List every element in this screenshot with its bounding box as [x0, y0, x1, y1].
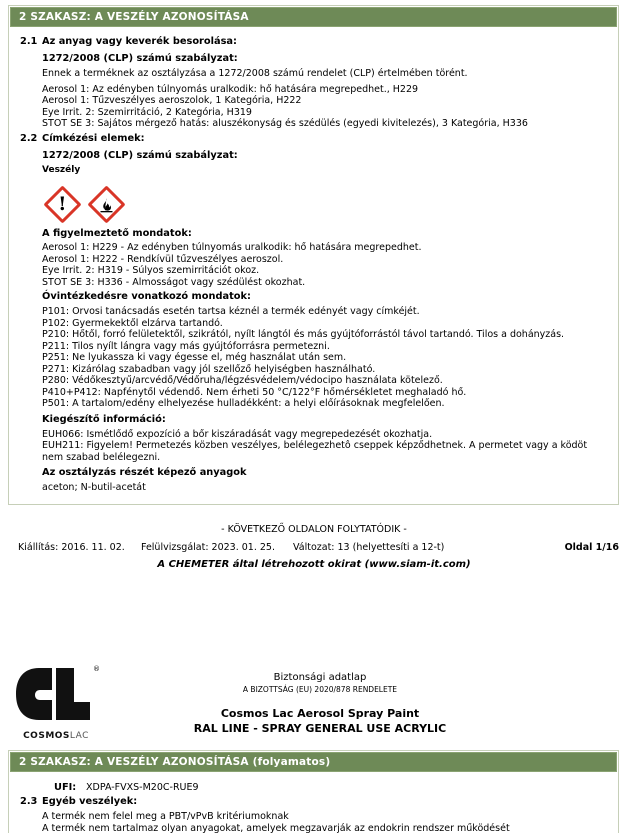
signal-word: Veszély [42, 165, 604, 177]
ufi-row [54, 782, 618, 793]
section-2-1 [20, 36, 618, 47]
clp-regulation-subtitle: 1272/2008 (CLP) számú szabályzat: [42, 150, 604, 161]
section2-header-bar: 2 SZAKASZ: A VESZÉLY AZONOSÍTÁSA [10, 7, 617, 27]
section-2-2 [20, 133, 618, 144]
euh-statement: EUH211: Figyelem! Permetezés közben veszélyes, belélegezhetô cseppek képződhetnek. A permetet vagy a ködöt nem szabad belélegezni. [42, 440, 604, 463]
precaution-statements-title: Óvintézkedésre vonatkozó mondatok: [42, 291, 604, 302]
registered-mark: ® [93, 665, 100, 673]
section-title: Az anyag vagy keverék besorolása: [42, 36, 237, 47]
section-title: Egyéb veszélyek: [42, 796, 137, 807]
section2-continued-header-bar: 2 SZAKASZ: A VESZÉLY AZONOSÍTÁSA (folyamatos) [10, 752, 617, 772]
ghs02-flame-pictogram [87, 185, 125, 223]
page-number: Oldal 1/16 [565, 542, 619, 553]
hazard-statement: Eye Irrit. 2: H319 - Súlyos szemirritációt okoz. [42, 265, 604, 277]
other-hazard-line: A termék nem tartalmaz olyan anyagokat, amelyek megzavarják az endokrin rendszer működését [42, 823, 604, 834]
section-number: 2.1 [20, 36, 42, 47]
classification-line: Eye Irrit. 2: Szemirritáció, 2 Kategória, H319 [42, 107, 604, 119]
chemeter-credit: A CHEMETER által létrehozott okirat (www.siam-it.com) [0, 559, 628, 570]
cosmoslac-logo [10, 668, 102, 741]
hazard-statement: STOT SE 3: H336 - Almosságot vagy szédülést okozhat. [42, 277, 604, 289]
continues-next-page-note: - KÖVETKEZŐ OLDALON FOLYTATÓDIK - [0, 524, 628, 535]
review-date: Felülvizsgálat: 2023. 01. 25. [141, 542, 275, 553]
components-title: Az osztályzás részét képező anyagok [42, 467, 604, 478]
warning-statements-title: A figyelmeztető mondatok: [42, 228, 604, 239]
precaution-statement: P211: Tilos nyílt lángra vagy más gyújtóforrásra permetezni. [42, 341, 604, 353]
precaution-statement: P210: Hőtől, forró felületektől, szikrától, nyílt lángtól és más gyújtóforrástól távol tartandó. Tilos a dohányzás. [42, 329, 604, 341]
precaution-statement: P280: Védőkesztyű/arcvédő/Védőruha/légzésvédelem/védocipo használata kötelező. [42, 375, 604, 387]
cosmoslac-wordmark: COSMOSLAC [10, 731, 102, 741]
classification-line: Aerosol 1: Az edényben túlnyomás uralkodik: hő hatására megrepedhet., H229 [42, 84, 604, 96]
precaution-statement: P271: Kizárólag szabadban vagy jól szellőző helyiségben használható. [42, 364, 604, 376]
cosmoslac-logo-mark [16, 668, 96, 726]
document-type: Biztonsági adatlap [100, 672, 540, 683]
other-hazard-line: A termék nem felel meg a PBT/vPvB kritériumoknak [42, 811, 604, 823]
precaution-statement: P501: A tartalom/edény elhelyezése hulladékként: a helyi előírásoknak megfelelően. [42, 398, 604, 410]
ufi-label: UFI: [54, 782, 86, 793]
precaution-statement: P102: Gyermekektől elzárva tartandó. [42, 318, 604, 330]
product-line: RAL LINE - SPRAY GENERAL USE ACRYLIC [100, 722, 540, 735]
clp-regulation-subtitle: 1272/2008 (CLP) számú szabályzat: [42, 53, 604, 64]
ghs-pictograms [49, 186, 618, 222]
regulation-reference: A BIZOTTSÁG (EU) 2020/878 RENDELETE [100, 685, 540, 694]
classification-intro: Ennek a terméknek az osztályzása a 1272/2008 számú rendelet (CLP) értelmében törént. [42, 68, 604, 80]
ghs07-exclamation-pictogram [43, 185, 81, 223]
precaution-statement: P101: Orvosi tanácsadás esetén tartsa kéznél a termék edényét vagy címkéjét. [42, 306, 604, 318]
supplemental-info-title: Kiegészítő információ: [42, 414, 604, 425]
components-value: aceton; N-butil-acetát [42, 482, 604, 494]
page2-content-box [8, 750, 619, 833]
product-name: Cosmos Lac Aerosol Spray Paint [100, 707, 540, 720]
section-number: 2.3 [20, 796, 42, 807]
flame-icon [98, 195, 116, 213]
section-number: 2.2 [20, 133, 42, 144]
hazard-statement: Aerosol 1: H222 - Rendkívül tűzveszélyes aeroszol. [42, 254, 604, 266]
exclamation-icon: ! [58, 195, 66, 214]
hazard-statement: Aerosol 1: H229 - Az edényben túlnyomás uralkodik: hő hatására megrepedhet. [42, 242, 604, 254]
issue-date: Kiállítás: 2016. 11. 02. [18, 542, 125, 553]
section-title: Címkézési elemek: [42, 133, 145, 144]
precaution-statement: P410+P412: Napfénytől védendő. Nem érheti 50 °C/122°F hőmérsékletet meghaladó hő. [42, 387, 604, 399]
version-info: Változat: 13 (helyettesíti a 12-t) [293, 542, 444, 553]
document-footer [0, 542, 628, 555]
classification-line: STOT SE 3: Sajátos mérgező hatás: aluszékonyság és szédülés (egyedi kivitelezés), 3 Kategória, H336 [42, 118, 604, 130]
ufi-value: XDPA-FVXS-M20C-RUE9 [86, 782, 199, 793]
classification-line: Aerosol 1: Tűzveszélyes aeroszolok, 1 Kategória, H222 [42, 95, 604, 107]
precaution-statement: P251: Ne lyukassza ki vagy égesse el, még használat után sem. [42, 352, 604, 364]
page1-content-box [8, 5, 619, 505]
section-2-3 [20, 796, 618, 807]
page2-document-header [100, 672, 540, 735]
euh-statement: EUH066: Ismétlődő expozíció a bőr kiszáradását vagy megrepedezését okozhatja. [42, 429, 604, 441]
